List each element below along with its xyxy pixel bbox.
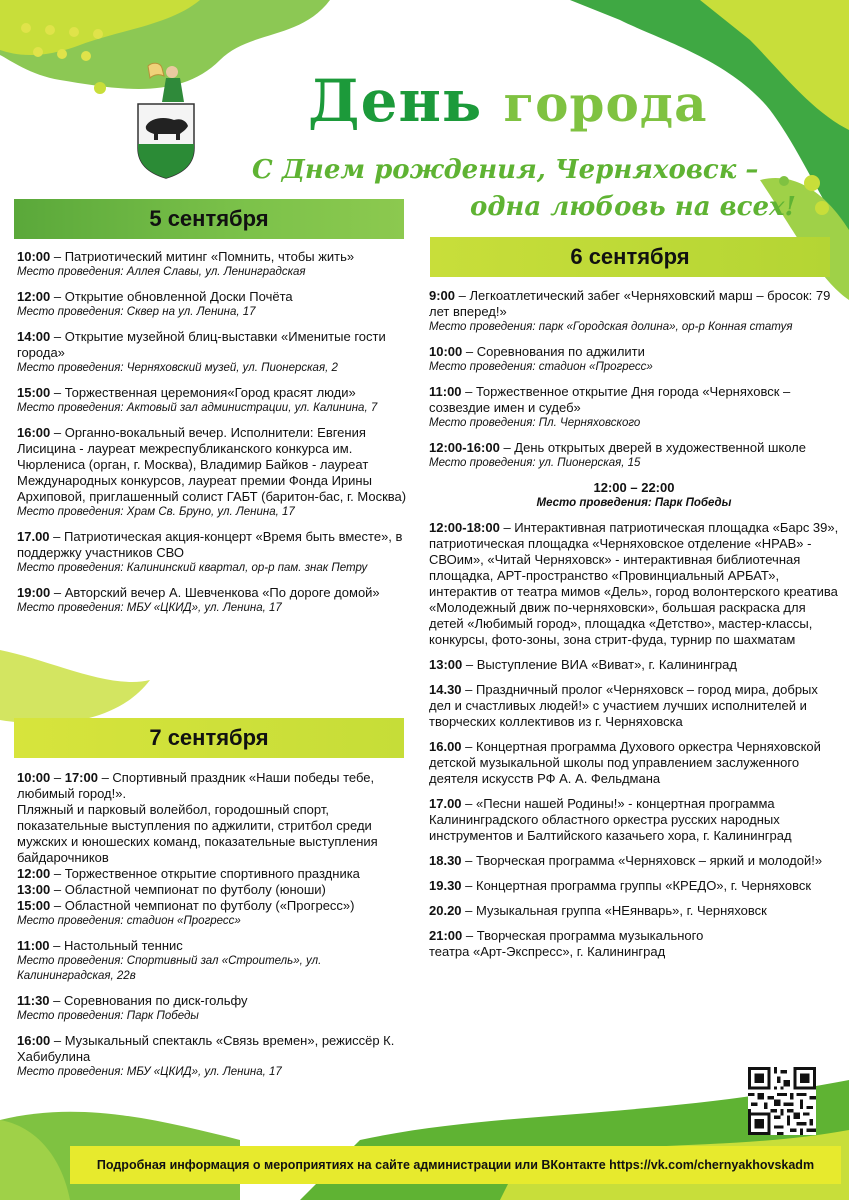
- event-text: – Патриотическая акция-концерт «Время быть вместе», в поддержку участников СВО: [17, 529, 403, 560]
- event-item: [17, 425, 417, 520]
- event-place: Место проведения: Актовый зал администрации, ул. Калинина, 7: [17, 402, 378, 414]
- event-time-start: 10:00: [17, 770, 51, 785]
- event-place: Место проведения: парк «Городская долина», ор-р Конная статуя: [429, 321, 793, 333]
- event-item: [429, 520, 839, 648]
- event-text: – Праздничный пролог «Черняховск – город мира, добрых дел и счастливых людей!» с участием лучших исполнителей и творческих коллективов из г. Черняховска: [429, 682, 818, 729]
- event-item: [17, 385, 417, 416]
- qr-code[interactable]: [748, 1067, 816, 1135]
- event-place: Место проведения: Калининский квартал, ор-р пам. знак Петру: [17, 562, 368, 574]
- event-text: – Торжественное открытие Дня города «Черняховск – созвездие имен и судеб»: [429, 384, 791, 415]
- event-time: 18.30: [429, 853, 462, 868]
- event-item: [429, 344, 839, 375]
- page-title: [308, 67, 708, 135]
- event-time: 10:00: [17, 249, 51, 264]
- event-text: – Открытие обновленной Доски Почёта: [50, 289, 293, 304]
- event-line: [17, 898, 417, 914]
- event-time: 14.30: [429, 682, 462, 697]
- event-time: 21:00: [429, 928, 463, 943]
- event-text: – Легкоатлетический забег «Черняховский марш – бросок: 79 лет вперед!»: [429, 288, 831, 319]
- event-time: 12:00: [17, 866, 51, 881]
- event-item: [17, 585, 417, 616]
- event-text: – Торжественная церемония«Город красят люди»: [50, 385, 356, 400]
- event-item: [17, 329, 417, 376]
- event-item: [429, 928, 729, 960]
- event-text: – Концертная программа Духового оркестра Черняховской детской музыкальной школы под управлением заслуженного деятеля искусств РФ А. А. Фельдмана: [429, 739, 821, 786]
- title-word-day: День: [308, 67, 483, 135]
- park-block-header: [429, 480, 839, 511]
- event-item: [17, 529, 417, 576]
- event-place: Место проведения: стадион «Прогресс»: [429, 361, 653, 373]
- event-item: [429, 878, 839, 894]
- event-time: 19:00: [17, 585, 51, 600]
- event-item: [17, 938, 417, 984]
- event-text: – Областной чемпионат по футболу («Прогресс»): [50, 898, 355, 913]
- day-6-schedule: [429, 288, 839, 969]
- sport-festival-item: 10:00 – 17:00 – Спортивный праздник «Наши победы тебе, любимый город!». Пляжный и парковый волейбол, городошный спорт, показательные выступления по аджилити, стритбол среди мужских и юношеских команд, показательные выступления байдарочников: [17, 770, 417, 866]
- event-place: Место проведения: Парк Победы: [17, 1010, 199, 1022]
- event-time: 12:00: [17, 289, 51, 304]
- event-time: 12:00-16:00: [429, 440, 500, 455]
- event-item: [429, 384, 839, 431]
- event-text: – Творческая программа музыкального театра «Арт-Экспресс», г. Калининград: [429, 928, 704, 959]
- event-time: 12:00-18:00: [429, 520, 500, 535]
- event-item: [429, 682, 839, 730]
- event-time: 11:30: [17, 993, 50, 1008]
- event-place: Место проведения: стадион «Прогресс»: [17, 915, 241, 927]
- event-time: 17.00: [17, 529, 50, 544]
- event-text: – Выступление ВИА «Виват», г. Калининград: [462, 657, 737, 672]
- event-time: 9:00: [429, 288, 456, 303]
- event-text: – Интерактивная патриотическая площадка «Барс 39», патриотическая площадка «Черняховское отделение «НРАВ» - СВОим», «Читай Черняховск» - интерактивная библиотечная площадка, АРТ-пространство «Провинциальный АРБАТ», интерактив от театра мимов «Дель», город волонтерского креатива «Молодежный движ по-черняховски», большая раскраска для детей «Любимый город», площадка «Детство», мастер-классы, конкурсы, фото-зоны, зона стрит-фуда, турнир по шахматам: [429, 520, 839, 647]
- sport-details: Пляжный и парковый волейбол, городошный спорт, показательные выступления по аджилити, стритбол среди мужских и юношеских команд, показательные выступления байдарочников: [17, 802, 378, 865]
- event-time: 19.30: [429, 878, 462, 893]
- event-place: Место проведения: МБУ «ЦКИД», ул. Ленина, 17: [17, 1066, 282, 1078]
- event-time: 17.00: [429, 796, 462, 811]
- park-block-time: 12:00 – 22:00: [593, 480, 675, 495]
- event-text: – Концертная программа группы «КРЕДО», г. Черняховск: [461, 878, 812, 893]
- event-text: – Настольный теннис: [49, 938, 183, 953]
- event-item: [429, 853, 839, 869]
- slogan-line-1: С Днем рождения, Черняховск –: [252, 155, 759, 185]
- event-time: 10:00: [429, 344, 463, 359]
- event-item: [429, 440, 839, 471]
- event-item: [429, 739, 839, 787]
- event-time: 16:00: [17, 425, 51, 440]
- event-item: [429, 657, 839, 673]
- event-place: Место проведения: Пл. Черняховского: [429, 417, 641, 429]
- event-place: Место проведения: ул. Пионерская, 15: [429, 457, 641, 469]
- day-5-heading: 5 сентября: [14, 199, 404, 239]
- event-place: Место проведения: Сквер на ул. Ленина, 17: [17, 306, 256, 318]
- event-text: – «Песни нашей Родины!» - концертная программа Калининградского областного оркестра русских народных инструментов и Балтийского казачьего хора, г. Калининград: [429, 796, 792, 843]
- event-time: 15:00: [17, 898, 51, 913]
- event-time: 14:00: [17, 329, 51, 344]
- slogan-line-2: одна любовь на всех!: [470, 192, 796, 222]
- event-item: [429, 903, 839, 919]
- event-time: 11:00: [17, 938, 50, 953]
- day-6-heading: 6 сентября: [430, 237, 830, 277]
- coat-of-arms-emblem: [130, 62, 202, 180]
- event-place: Место проведения: Спортивный зал «Строитель», ул. Калининградская, 22в: [17, 955, 322, 982]
- title-word-city: города: [503, 74, 708, 133]
- event-item: [17, 289, 417, 320]
- event-text: – Музыкальная группа «НЕянварь», г. Черняховск: [461, 903, 767, 918]
- day-7-heading: 7 сентября: [14, 718, 404, 758]
- event-time: 16:00: [17, 1033, 51, 1048]
- event-text: – День открытых дверей в художественной школе: [499, 440, 806, 455]
- event-item: [17, 1033, 417, 1080]
- event-time: 11:00: [429, 384, 462, 399]
- event-time: 13:00: [429, 657, 463, 672]
- event-text: – Спортивный праздник «Наши победы тебе, любимый город!».: [17, 770, 375, 801]
- event-text: – Областной чемпионат по футболу (юноши): [50, 882, 326, 897]
- event-time: 20.20: [429, 903, 462, 918]
- event-text: – Творческая программа «Черняховск – яркий и молодой!»: [461, 853, 823, 868]
- event-time: 13:00: [17, 882, 51, 897]
- event-line: [17, 866, 417, 882]
- event-time-end: 17:00: [64, 770, 98, 785]
- day-7-schedule: [17, 770, 417, 1089]
- footer-info-bar[interactable]: Подробная информация о мероприятиях на сайте администрации или ВКонтакте https://vk.com/chernyakhovskadm: [70, 1146, 841, 1184]
- event-item: [429, 796, 839, 844]
- event-item: [17, 249, 417, 280]
- event-text: – Музыкальный спектакль «Связь времен», режиссёр К. Хабибулина: [17, 1033, 395, 1064]
- event-text: – Торжественное открытие спортивного праздника: [50, 866, 360, 881]
- event-place: Место проведения: Черняховский музей, ул. Пионерская, 2: [17, 362, 338, 374]
- event-place: Место проведения: Храм Св. Бруно, ул. Ленина, 17: [17, 506, 295, 518]
- event-line: [17, 882, 417, 898]
- event-text: – Авторский вечер А. Шевченкова «По дороге домой»: [50, 585, 380, 600]
- event-place: Место проведения: МБУ «ЦКИД», ул. Ленина, 17: [17, 602, 282, 614]
- event-item: [17, 993, 417, 1024]
- park-block-place: Место проведения: Парк Победы: [536, 497, 732, 509]
- event-time: 16.00: [429, 739, 462, 754]
- event-text: – Соревнования по аджилити: [462, 344, 645, 359]
- event-text: – Открытие музейной блиц-выставки «Именитые гости города»: [17, 329, 386, 360]
- event-text: – Соревнования по диск-гольфу: [49, 993, 248, 1008]
- event-place: Место проведения: Аллея Славы, ул. Ленинградская: [17, 266, 306, 278]
- event-text: – Органно-вокальный вечер. Исполнители: Евгения Лисицина - лауреат межреспубликанского конкурса им. Чюрлениса (орган, г. Москва), Владимир Байков - лауреат Международных конкурсов, лауреат премии Фонда Ирины Архиповой, приглашенный солист ГАБТ (баритон-бас, г. Москва): [17, 425, 407, 504]
- event-text: – Патриотический митинг «Помнить, чтобы жить»: [50, 249, 355, 264]
- event-item: [429, 288, 839, 335]
- day-5-schedule: [17, 249, 417, 625]
- event-time: 15:00: [17, 385, 51, 400]
